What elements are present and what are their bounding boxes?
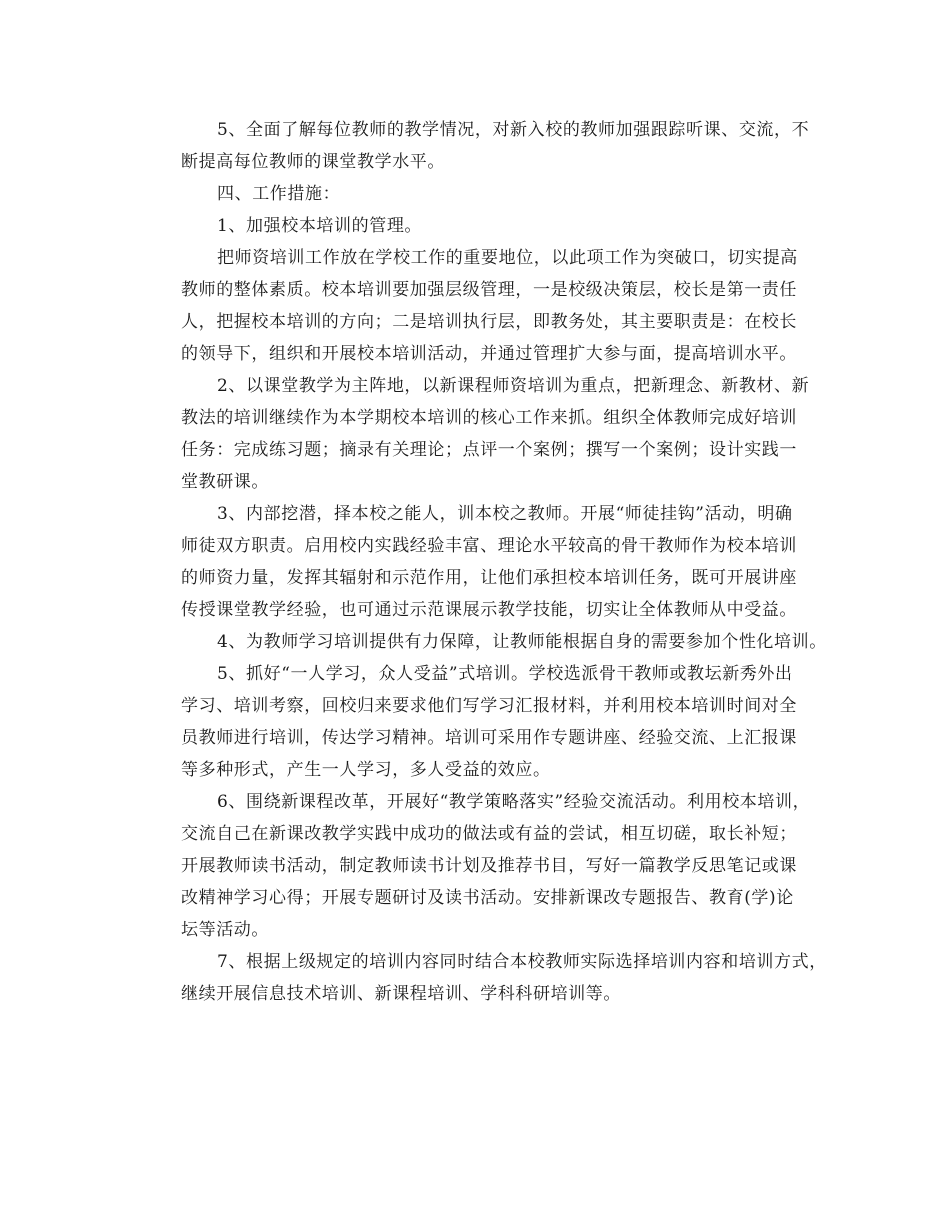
paragraph-evaluate-teachers: [145, 114, 825, 178]
text-line: 4、为教师学习培训提供有力保障，让教师能根据自身的需要参加个性化培训。: [217, 632, 827, 652]
text-line: 把师资培训工作放在学校工作的重要地位，以此项工作为突破口，切实提高: [217, 248, 798, 268]
text-line: 的师资力量，发挥其辐射和示范作用，让他们承担校本培训任务，既可开展讲座: [181, 568, 797, 588]
text-line: 5、抓好“一人学习，众人受益”式培训。学校选派骨干教师或教坛新秀外出: [217, 664, 793, 684]
text-line: 继续开展信息技术培训、新课程培训、学科科研培训等。: [181, 984, 621, 1004]
paragraph-item-2: [145, 370, 825, 498]
text-line: 5、全面了解每位教师的教学情况，对新入校的教师加强跟踪听课、交流，不: [217, 120, 810, 140]
text-line: 断提高每位教师的课堂教学水平。: [181, 152, 445, 172]
paragraph-item-1-title: [145, 210, 825, 242]
text-line: 师徒双方职责。启用校内实践经验丰富、理论水平较高的骨干教师作为校本培训: [181, 536, 797, 556]
text-line: 人，把握校本培训的方向；二是培训执行层，即教务处，其主要职责是：在校长: [181, 312, 797, 332]
text-line: 传授课堂教学经验，也可通过示范课展示教学技能，切实让全体教师从中受益。: [181, 600, 797, 620]
text-line: 教法的培训继续作为本学期校本培训的核心工作来抓。组织全体教师完成好培训: [181, 408, 797, 428]
text-line: 的领导下，组织和开展校本培训活动，并通过管理扩大参与面，提高培训水平。: [181, 344, 797, 364]
text-line: 坛等活动。: [181, 920, 269, 940]
text-line: 堂教研课。: [181, 472, 269, 492]
section-heading-measures: [145, 178, 825, 210]
text-line: 员教师进行培训，传达学习精神。培训可采用作专题讲座、经验交流、上汇报课: [181, 728, 797, 748]
paragraph-item-3: [145, 498, 825, 626]
text-line: 等多种形式，产生一人学习，多人受益的效应。: [181, 760, 551, 780]
text-line: 2、以课堂教学为主阵地，以新课程师资培训为重点，把新理念、新教材、新: [217, 376, 810, 396]
paragraph-item-7: [145, 946, 825, 1010]
text-line: 7、根据上级规定的培训内容同时结合本校教师实际选择培训内容和培训方式，: [217, 952, 827, 972]
text-line: 开展教师读书活动，制定教师读书计划及推荐书目，写好一篇教学反思笔记或课: [181, 856, 797, 876]
text-line: 1、加强校本培训的管理。: [217, 216, 423, 236]
text-line: 改精神学习心得；开展专题研讨及读书活动。安排新课改专题报告、教育(学)论: [181, 888, 794, 908]
text-line: 学习、培训考察，回校归来要求他们写学习汇报材料，并利用校本培训时间对全: [181, 696, 797, 716]
text-line: 任务：完成练习题；摘录有关理论；点评一个案例；撰写一个案例；设计实践一: [181, 440, 797, 460]
text-line: 交流自己在新课改教学实践中成功的做法或有益的尝试，相互切磋，取长补短；: [181, 824, 797, 844]
paragraph-item-6: [145, 786, 825, 946]
paragraph-item-1-body: [145, 242, 825, 370]
text-line: 3、内部挖潜，择本校之能人，训本校之教师。开展“师徒挂钩”活动，明确: [217, 504, 793, 524]
text-line: 教师的整体素质。校本培训要加强层级管理，一是校级决策层，校长是第一责任: [181, 280, 797, 300]
paragraph-item-5: [145, 658, 825, 786]
document-body: [145, 114, 825, 1010]
section-heading: 四、工作措施：: [217, 184, 341, 204]
text-line: 6、围绕新课程改革，开展好“教学策略落实”经验交流活动。利用校本培训，: [217, 792, 811, 812]
paragraph-item-4: [145, 626, 825, 658]
